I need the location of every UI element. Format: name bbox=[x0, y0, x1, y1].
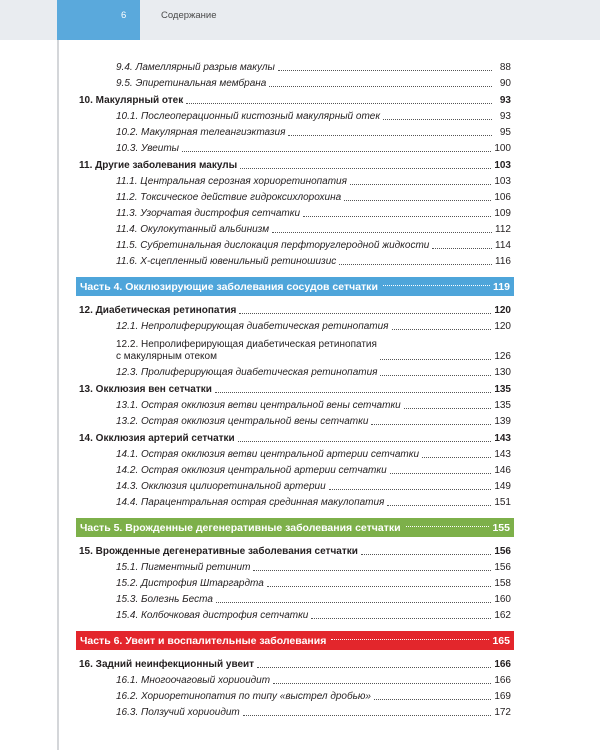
toc-subsection-entry[interactable] bbox=[79, 172, 511, 188]
entry-page-number: 166 bbox=[494, 659, 511, 670]
toc-subsection-entry[interactable] bbox=[79, 477, 511, 493]
entry-title: 16.2. Хориоретинопатия по типу «выстрел дробью» bbox=[116, 691, 371, 702]
entry-page-number: 139 bbox=[494, 416, 511, 427]
entry-page-number: 93 bbox=[499, 95, 511, 106]
entry-title: 13.1. Острая окклюзия ветви центральной вены сетчатки bbox=[116, 400, 401, 411]
entry-title: 14.1. Острая окклюзия ветви центральной артерии сетчатки bbox=[116, 449, 420, 460]
entry-title: 15.2. Дистрофия Штаргардта bbox=[116, 578, 264, 589]
entry-title: 9.4. Ламеллярный разрыв макулы bbox=[116, 62, 275, 73]
entry-title: 11.4. Окулокутанный альбинизм bbox=[116, 224, 270, 235]
entry-title: 14.4. Парацентральная острая срединная макулопатия bbox=[116, 497, 385, 508]
part-title: Часть 4. Окклюзирующие заболевания сосудов сетчатки bbox=[80, 280, 378, 293]
entry-page-number: 160 bbox=[494, 594, 511, 605]
part-page-number: 165 bbox=[492, 634, 510, 647]
toc-subsection-entry[interactable] bbox=[79, 574, 511, 590]
leader-dots bbox=[344, 200, 491, 201]
entry-title: 11.6. Х-сцепленный ювенильный ретиношизис bbox=[116, 256, 337, 267]
toc-subsection-entry[interactable] bbox=[79, 74, 511, 90]
entry-title: 16.3. Ползучий хориоидит bbox=[116, 707, 240, 718]
leader-dots bbox=[288, 135, 492, 136]
entry-title: 15. Врожденные дегенеративные заболевания сетчатки bbox=[79, 546, 358, 557]
entry-page-number: 143 bbox=[494, 433, 511, 444]
entry-title: 11.2. Токсическое действие гидроксихлорохина bbox=[116, 192, 342, 203]
entry-title: 14.3. Окклюзия цилиоретинальной артерии bbox=[116, 481, 326, 492]
toc-chapter-entry[interactable] bbox=[79, 380, 511, 396]
entry-title: 12.1. Непролиферирующая диабетическая ретинопатия bbox=[116, 321, 389, 332]
entry-page-number: 143 bbox=[494, 449, 511, 460]
entry-page-number: 120 bbox=[494, 305, 511, 316]
leader-dots bbox=[238, 441, 492, 442]
entry-page-number: 172 bbox=[494, 707, 511, 718]
entry-title: 15.4. Колбочковая дистрофия сетчатки bbox=[116, 610, 309, 621]
entry-title: 11.5. Субретинальная дислокация перфторуглеродной жидкости bbox=[116, 240, 430, 251]
toc-subsection-entry[interactable] bbox=[79, 687, 511, 703]
leader-dots bbox=[272, 232, 492, 233]
entry-page-number: 162 bbox=[494, 610, 511, 621]
entry-title-line-1: 12.2. Непролиферирующая диабетическая ретинопатия bbox=[116, 339, 377, 350]
toc-subsection-entry[interactable] bbox=[79, 188, 511, 204]
toc-subsection-entry[interactable] bbox=[79, 558, 511, 574]
running-header-title: Содержание bbox=[161, 10, 217, 21]
leader-dots bbox=[182, 151, 491, 152]
entry-page-number: 116 bbox=[495, 256, 511, 267]
entry-page-number: 135 bbox=[494, 400, 511, 411]
entry-title: 10.3. Увеиты bbox=[116, 143, 180, 154]
leader-dots bbox=[329, 489, 492, 490]
leader-dots bbox=[432, 248, 492, 249]
toc-chapter-entry[interactable] bbox=[79, 91, 511, 107]
leader-dots bbox=[216, 602, 491, 603]
toc-chapter-entry[interactable] bbox=[79, 156, 511, 172]
leader-dots bbox=[278, 70, 492, 71]
entry-title: 10.2. Макулярная телеангиэктазия bbox=[116, 127, 286, 138]
entry-page-number: 95 bbox=[499, 127, 511, 138]
toc-subsection-entry[interactable] bbox=[79, 396, 511, 412]
toc-subsection-entry[interactable] bbox=[79, 107, 511, 123]
leader-dots bbox=[311, 618, 491, 619]
toc-subsection-entry[interactable] bbox=[79, 671, 511, 687]
entry-title: 16.1. Многоочаговый хориоидит bbox=[116, 675, 271, 686]
leader-dots bbox=[380, 359, 491, 360]
leader-dots bbox=[257, 667, 491, 668]
leader-dots bbox=[240, 168, 491, 169]
leader-dots bbox=[406, 526, 490, 527]
entry-page-number: 114 bbox=[495, 240, 511, 251]
leader-dots bbox=[253, 570, 491, 571]
entry-title: 12.3. Пролиферирующая диабетическая ретинопатия bbox=[116, 367, 378, 378]
toc-subsection-entry[interactable] bbox=[79, 139, 511, 155]
leader-dots bbox=[383, 285, 490, 286]
entry-page-number: 103 bbox=[494, 160, 511, 171]
leader-dots bbox=[269, 86, 492, 87]
leader-dots bbox=[422, 457, 491, 458]
part-heading[interactable] bbox=[76, 631, 514, 650]
toc-subsection-entry[interactable] bbox=[79, 461, 511, 477]
entry-title: 11.1. Центральная серозная хориоретинопатия bbox=[116, 176, 347, 187]
entry-title: 13.2. Острая окклюзия центральной вены сетчатки bbox=[116, 416, 369, 427]
toc-subsection-entry[interactable] bbox=[79, 606, 511, 622]
entry-title: 14.2. Острая окклюзия центральной артерии сетчатки bbox=[116, 465, 387, 476]
toc-subsection-entry[interactable] bbox=[79, 590, 511, 606]
leader-dots bbox=[380, 375, 491, 376]
entry-page-number: 103 bbox=[494, 176, 511, 187]
entry-page-number: 100 bbox=[494, 143, 511, 154]
toc-subsection-entry[interactable] bbox=[79, 412, 511, 428]
entry-title: 10. Макулярный отек bbox=[79, 95, 184, 106]
entry-page-number: 88 bbox=[499, 62, 511, 73]
table-of-contents bbox=[79, 58, 511, 719]
leader-dots bbox=[239, 313, 491, 314]
part-title: Часть 6. Увеит и воспалительные заболевания bbox=[80, 634, 327, 647]
leader-dots bbox=[331, 639, 489, 640]
entry-title: 16. Задний неинфекционный увеит bbox=[79, 659, 255, 670]
leader-dots bbox=[404, 408, 492, 409]
entry-title-line-2: с макулярным отеком bbox=[116, 351, 217, 362]
toc-subsection-entry[interactable] bbox=[79, 220, 511, 236]
leader-dots bbox=[390, 473, 492, 474]
entry-page-number: 112 bbox=[495, 224, 511, 235]
toc-subsection-entry[interactable] bbox=[79, 703, 511, 719]
entry-title: 12. Диабетическая ретинопатия bbox=[79, 305, 237, 316]
entry-page-number: 130 bbox=[494, 367, 511, 378]
part-heading[interactable] bbox=[76, 277, 514, 296]
entry-title: 13. Окклюзия вен сетчатки bbox=[79, 384, 212, 395]
entry-title: 15.1. Пигментный ретинит bbox=[116, 562, 251, 573]
entry-page-number: 166 bbox=[494, 675, 511, 686]
leader-dots bbox=[273, 683, 491, 684]
toc-subsection-entry[interactable] bbox=[79, 252, 511, 268]
leader-dots bbox=[303, 216, 491, 217]
toc-chapter-entry[interactable] bbox=[79, 429, 511, 445]
entry-page-number: 109 bbox=[494, 208, 511, 219]
toc-subsection-entry[interactable] bbox=[79, 204, 511, 220]
entry-title: 15.3. Болезнь Беста bbox=[116, 594, 213, 605]
entry-page-number: 126 bbox=[494, 351, 511, 362]
leader-dots bbox=[215, 392, 491, 393]
leader-dots bbox=[374, 699, 491, 700]
entry-page-number: 93 bbox=[499, 111, 511, 122]
page-number: 6 bbox=[121, 10, 127, 21]
toc-subsection-entry[interactable] bbox=[79, 123, 511, 139]
leader-dots bbox=[383, 119, 492, 120]
part-page-number: 119 bbox=[493, 280, 510, 293]
leader-dots bbox=[350, 184, 491, 185]
entry-page-number: 106 bbox=[494, 192, 511, 203]
entry-title bbox=[116, 339, 377, 363]
toc-subsection-entry[interactable] bbox=[79, 317, 511, 333]
toc-subsection-entry[interactable] bbox=[79, 58, 511, 74]
margin-rule bbox=[57, 40, 59, 750]
toc-chapter-entry[interactable] bbox=[79, 301, 511, 317]
entry-title: 14. Окклюзия артерий сетчатки bbox=[79, 433, 235, 444]
entry-page-number: 156 bbox=[494, 546, 511, 557]
leader-dots bbox=[387, 505, 491, 506]
leader-dots bbox=[339, 264, 492, 265]
part-page-number: 155 bbox=[492, 521, 510, 534]
toc-subsection-entry[interactable] bbox=[79, 236, 511, 252]
entry-page-number: 156 bbox=[494, 562, 511, 573]
toc-chapter-entry[interactable] bbox=[79, 542, 511, 558]
entry-page-number: 120 bbox=[494, 321, 511, 332]
leader-dots bbox=[392, 329, 492, 330]
page-number-tab bbox=[57, 0, 140, 40]
entry-page-number: 151 bbox=[494, 497, 511, 508]
part-heading[interactable] bbox=[76, 518, 514, 537]
toc-chapter-entry[interactable] bbox=[79, 655, 511, 671]
leader-dots bbox=[371, 424, 491, 425]
leader-dots bbox=[361, 554, 491, 555]
toc-subsection-entry[interactable] bbox=[79, 333, 511, 363]
entry-page-number: 90 bbox=[499, 78, 511, 89]
entry-title: 10.1. Послеоперационный кистозный макулярный отек bbox=[116, 111, 381, 122]
entry-title: 11. Другие заболевания макулы bbox=[79, 160, 238, 171]
leader-dots bbox=[267, 586, 492, 587]
leader-dots bbox=[243, 715, 492, 716]
entry-title: 11.3. Узорчатая дистрофия сетчатки bbox=[116, 208, 300, 219]
entry-page-number: 169 bbox=[494, 691, 511, 702]
leader-dots bbox=[186, 103, 492, 104]
entry-title: 9.5. Эпиретинальная мембрана bbox=[116, 78, 267, 89]
entry-page-number: 158 bbox=[494, 578, 511, 589]
entry-page-number: 135 bbox=[494, 384, 511, 395]
toc-subsection-entry[interactable] bbox=[79, 493, 511, 509]
toc-subsection-entry[interactable] bbox=[79, 445, 511, 461]
toc-subsection-entry[interactable] bbox=[79, 363, 511, 379]
part-title: Часть 5. Врожденные дегенеративные заболевания сетчатки bbox=[80, 521, 401, 534]
entry-page-number: 149 bbox=[494, 481, 511, 492]
entry-page-number: 146 bbox=[494, 465, 511, 476]
